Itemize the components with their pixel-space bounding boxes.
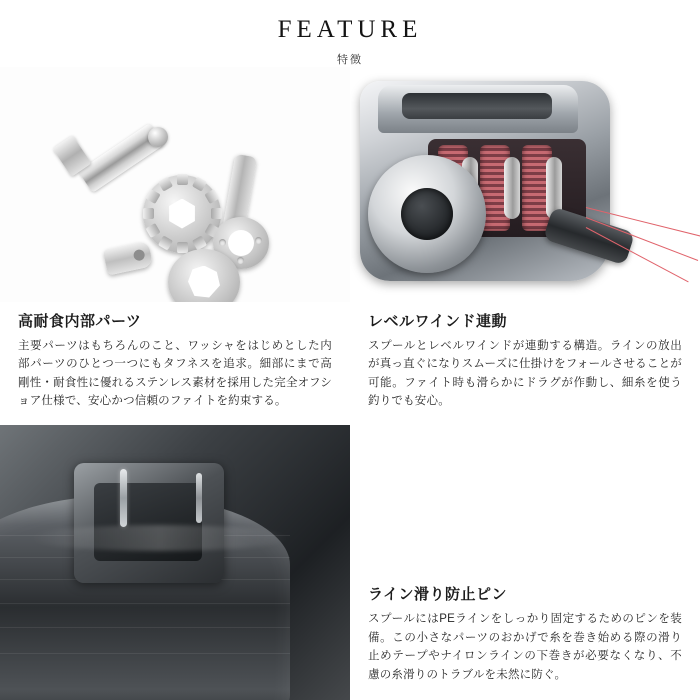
row-line-slip-pin [0,425,700,700]
section-body-level-wind: スプールとレベルワインドが連動する構造。ラインの放出が真っ直ぐになりスムーズに仕掛けをフォールさせることが可能。ファイト時も滑らかにドラグが作動し、細糸を使う釣りでも安心。 [368,339,682,408]
feature-text-internal-parts [0,302,350,412]
photo-internal-parts [0,67,350,302]
clip-part [103,240,153,275]
feature-image-line-slip-pin [0,425,350,700]
feature-image-internal-parts [0,67,350,302]
photo-line-slip-pin [0,425,350,700]
feature-text-line-slip-pin [350,425,700,700]
section-body-line-slip-pin: スプールにはPEラインをしっかり固定するためのピンを装備。この小さなパーツのおかげで糸を巻き始める際の滑り止めテープやナイロンラインの下巻きが必要なくなり、不慮の糸滑りのトラブルを未然に防ぐ。 [368,613,682,681]
section-title-internal-parts: 高耐食内部パーツ [18,312,142,330]
photo-level-wind [350,67,700,302]
reel-top-inset [402,93,552,119]
page-header [0,0,700,67]
images-row-1 [0,67,700,302]
feature-text-level-wind [350,302,700,412]
gear-part [143,175,221,253]
feature-image-level-wind [350,67,700,302]
bolt-tip-part [148,127,168,147]
section-title-level-wind: レベルワインド連動 [368,312,508,330]
section-body-internal-parts: 主要パーツはもちろんのこと、ワッシャをはじめとした内部パーツのひとつ一つにもタフネスを追求。細部にまで高剛性・耐食性に優れるステンレス素材を採用した完全オフショア仕様で、安心かつ信頼のファイトを約束する。 [18,339,332,408]
page-subtitle: 特徴 [337,53,363,66]
page-title: FEATURE [277,16,423,43]
highlight-reflection [30,525,290,551]
line-slip-pin-secondary [196,473,202,523]
line-slip-pin [120,469,127,527]
spool-face [368,155,486,273]
section-title-line-slip-pin: ライン滑り防止ピン [368,586,508,603]
texts-row-1 [0,302,700,412]
